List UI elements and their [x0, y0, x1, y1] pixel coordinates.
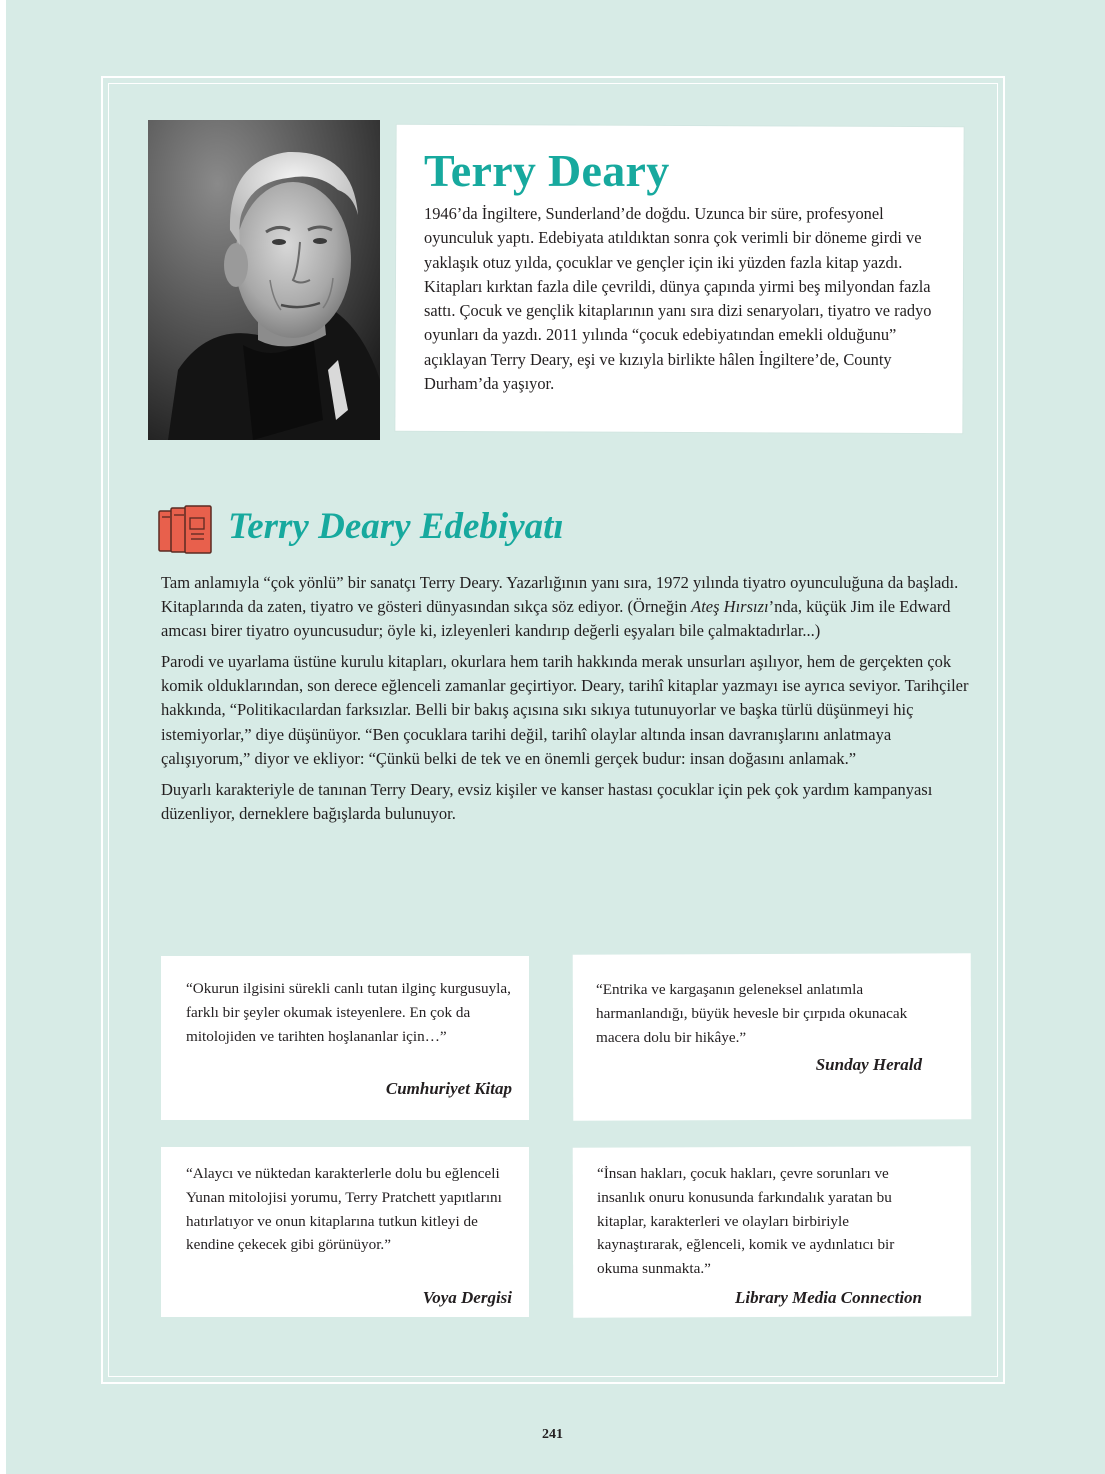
author-photo	[148, 120, 380, 440]
body-p1-after: ’nda, küçük Jim ile Edward amcası birer tiyatro oyuncusudur; öyle ki, izleyenleri kandırıp değerli eşyaları bile çalmaktadırlar...)	[161, 597, 951, 641]
section-title	[228, 505, 564, 548]
quote-text-2: “Entrika ve kargaşanın geleneksel anlatımla harmanlandığı, büyük hevesle bir çırpıda okunacak macera dolu bir hikâye.”	[596, 981, 908, 1046]
page-number: 241	[542, 1427, 563, 1442]
bio-title: Terry Deary	[424, 145, 670, 196]
bio-text: 1946’da İngiltere, Sunderland’de doğdu. Uzunca bir süre, profesyonel oyunculuk yaptı. Edebiyata atıldıktan sonra çok verimli bir döneme girdi ve yaklaşık otuz yılda, çocuklar ve gençler için iki yüzden fazla kitap yazdı. Kitapları kırktan fazla dile çevrildi, dünya çapında yirmi beş milyondan fazla sattı. Çocuk ve gençlik kitaplarının yanı sıra dizi senaryoları, tiyatro ve radyo oyunları da yazdı. 2011 yılında “çocuk edebiyatından emekli olduğunu” açıklayan Terry Deary, eşi ve kızıyla birlikte hâlen İngiltere’de, County Durham’da yaşıyor.	[424, 204, 932, 394]
body-paragraph-1	[161, 571, 971, 643]
quote-source-4: Library Media Connection	[734, 1288, 922, 1307]
quote-text-3: “Alaycı ve nüktedan karakterlerle dolu bu eğlenceli Yunan mitolojisi yorumu, Terry Pratchett yapıtlarını hatırlatıyor ve onun kitaplarına tutkun kitleyi de kendine çekecek gibi görünüyor.”	[186, 1165, 502, 1254]
section-title-rest: Edebiyatı	[410, 506, 564, 547]
quote-source-2: Sunday Herald	[815, 1055, 922, 1074]
body-p1-before: Tam anlamıyla “çok yönlü” bir sanatçı Terry Deary. Yazarlığının yanı sıra, 1972 yılında tiyatro oyunculuğuna da başladı. Kitaplarında da zaten, tiyatro ve gösteri dünyasından sıkça söz ediyor. (Örneğin	[161, 573, 959, 617]
body-paragraph-2: Parodi ve uyarlama üstüne kurulu kitapları, okurlara hem tarih hakkında merak unsurları aşılıyor, hem de gerçekten çok komik olduklarından, son derece eğlenceli zamanlar geçirtiyor. Deary, tarihî kitaplar yazmayı ise ayrıca seviyor. Tarihçiler hakkında, “Politikacılardan farksızlar. Belli bir bakış açısına sıkı sıkıya tutunuyorlar ve başka türlü düşünmeyi hiç istemiyorlar,” diye düşünüyor. “Ben çocuklara tarihi değil, tarihî olaylar altında insan davranışlarını anlatmaya çalışıyorum,” diyor ve ekliyor: “Çünkü belki de tek ve en önemli gerçek budur: insan doğasını anlamak.”	[161, 652, 969, 768]
author-portrait-image	[148, 120, 380, 440]
books-icon	[156, 503, 216, 555]
quote-text-4: “İnsan hakları, çocuk hakları, çevre sorunları ve insanlık onuru konusunda farkındalık yaratan bu kitaplar, karakterleri ve olayları birbiriyle kaynaştırarak, eğlenceli, komik ve aydınlatıcı bir okuma sunmakta.”	[597, 1165, 895, 1278]
section-title-bold: Terry Deary	[228, 506, 411, 547]
quote-source-1: Cumhuriyet Kitap	[385, 1079, 512, 1098]
left-page-edge	[0, 0, 6, 1474]
section-body	[161, 571, 971, 833]
quote-text-1: “Okurun ilgisini sürekli canlı tutan ilginç kurgusuyla, farklı bir şeyler okumak isteyenlere. En çok da mitolojiden ve tarihten hoşlananlar için…”	[186, 980, 511, 1045]
book-title-italic: Ateş Hırsızı	[691, 597, 769, 617]
quote-source-3: Voya Dergisi	[422, 1288, 512, 1307]
body-paragraph-3: Duyarlı karakteriyle de tanınan Terry Deary, evsiz kişiler ve kanser hastası çocuklar için pek çok yardım kampanyası düzenliyor, derneklere bağışlarda bulunuyor.	[161, 779, 933, 823]
